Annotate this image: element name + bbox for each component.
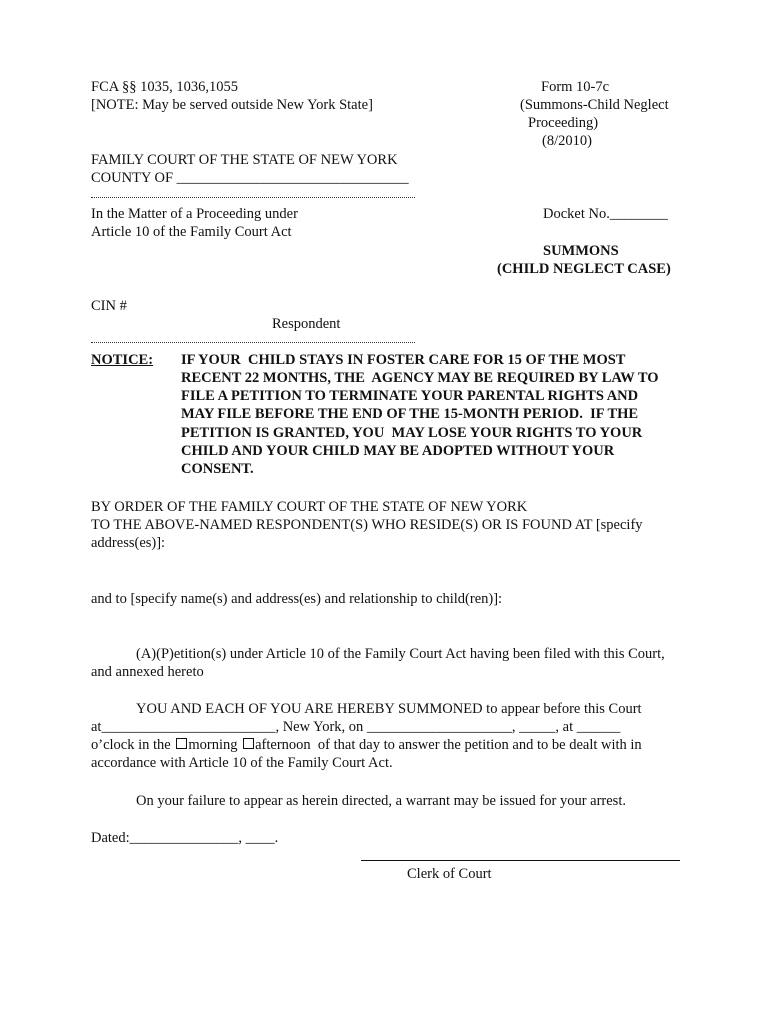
dated-line: Dated:_______________, ____. [91,830,279,846]
county-blank: ________________________________ [176,170,409,186]
form-description-line2: Proceeding) [528,115,599,131]
caption-divider-top [91,197,415,198]
petition-line2: and annexed hereto [91,664,204,680]
county-label: COUNTY OF [91,170,174,186]
notice-label: NOTICE: [91,352,154,368]
matter-line1: In the Matter of a Proceeding under [91,206,298,222]
form-description-line1: (Summons-Child Neglect [520,97,669,113]
notice-line-5: PETITION IS GRANTED, YOU MAY LOSE YOUR RIGHTS TO YOUR [181,425,643,441]
court-name: FAMILY COURT OF THE STATE OF NEW YORK [91,152,398,168]
morning-checkbox[interactable] [176,738,187,749]
notice-line-2: RECENT 22 MONTHS, THE AGENCY MAY BE REQUIRED BY LAW TO [181,370,659,386]
docket-number: Docket No.________ [543,206,668,222]
notice-line-7: CONSENT. [181,461,254,477]
order-line2: TO THE ABOVE-NAMED RESPONDENT(S) WHO RESIDE(S) OR IS FOUND AT [specify [91,517,643,533]
summon-line3 [91,736,642,754]
notice-line-3: FILE A PETITION TO TERMINATE YOUR PARENTAL RIGHTS AND [181,388,639,404]
notice-line-1: IF YOUR CHILD STAYS IN FOSTER CARE FOR 15 OF THE MOST [181,352,626,368]
form-number: Form 10-7c [541,79,610,95]
statute-citation: FCA §§ 1035, 1036,1055 [91,79,239,95]
form-date: (8/2010) [542,133,592,149]
cin-label: CIN # [91,298,127,314]
afternoon-checkbox[interactable] [243,738,254,749]
failure-warning: On your failure to appear as herein directed, a warrant may be issued for your arrest. [136,793,626,809]
county-line [91,169,409,187]
summon-line1: YOU AND EACH OF YOU ARE HEREBY SUMMONED to appear before this Court [136,701,642,717]
caption-divider-bottom [91,342,415,343]
petition-line1: (A)(P)etition(s) under Article 10 of the Family Court Act having been filed with this Court, [136,646,665,662]
clerk-label: Clerk of Court [407,866,492,882]
summon-line3-pre: o’clock in the [91,737,175,753]
and-to-line: and to [specify name(s) and address(es) and relationship to child(ren)]: [91,591,503,607]
morning-label: morning [188,737,242,753]
summons-title: SUMMONS [543,243,619,259]
respondent-label: Respondent [272,316,341,332]
service-note: [NOTE: May be served outside New York State] [91,97,373,113]
notice-line-6: CHILD AND YOUR CHILD MAY BE ADOPTED WITHOUT YOUR [181,443,615,459]
summons-subtitle: (CHILD NEGLECT CASE) [497,261,671,277]
signature-line [361,860,680,861]
order-line1: BY ORDER OF THE FAMILY COURT OF THE STATE OF NEW YORK [91,499,528,515]
afternoon-label: afternoon of that day to answer the petition and to be dealt with in [255,737,642,753]
matter-line2: Article 10 of the Family Court Act [91,224,292,240]
order-line3: address(es)]: [91,535,166,551]
summon-line4: accordance with Article 10 of the Family Court Act. [91,755,393,771]
summon-line2: at________________________, New York, on ____________________, _____, at ______ [91,719,621,735]
notice-line-4: MAY FILE BEFORE THE END OF THE 15-MONTH PERIOD. IF THE [181,406,639,422]
